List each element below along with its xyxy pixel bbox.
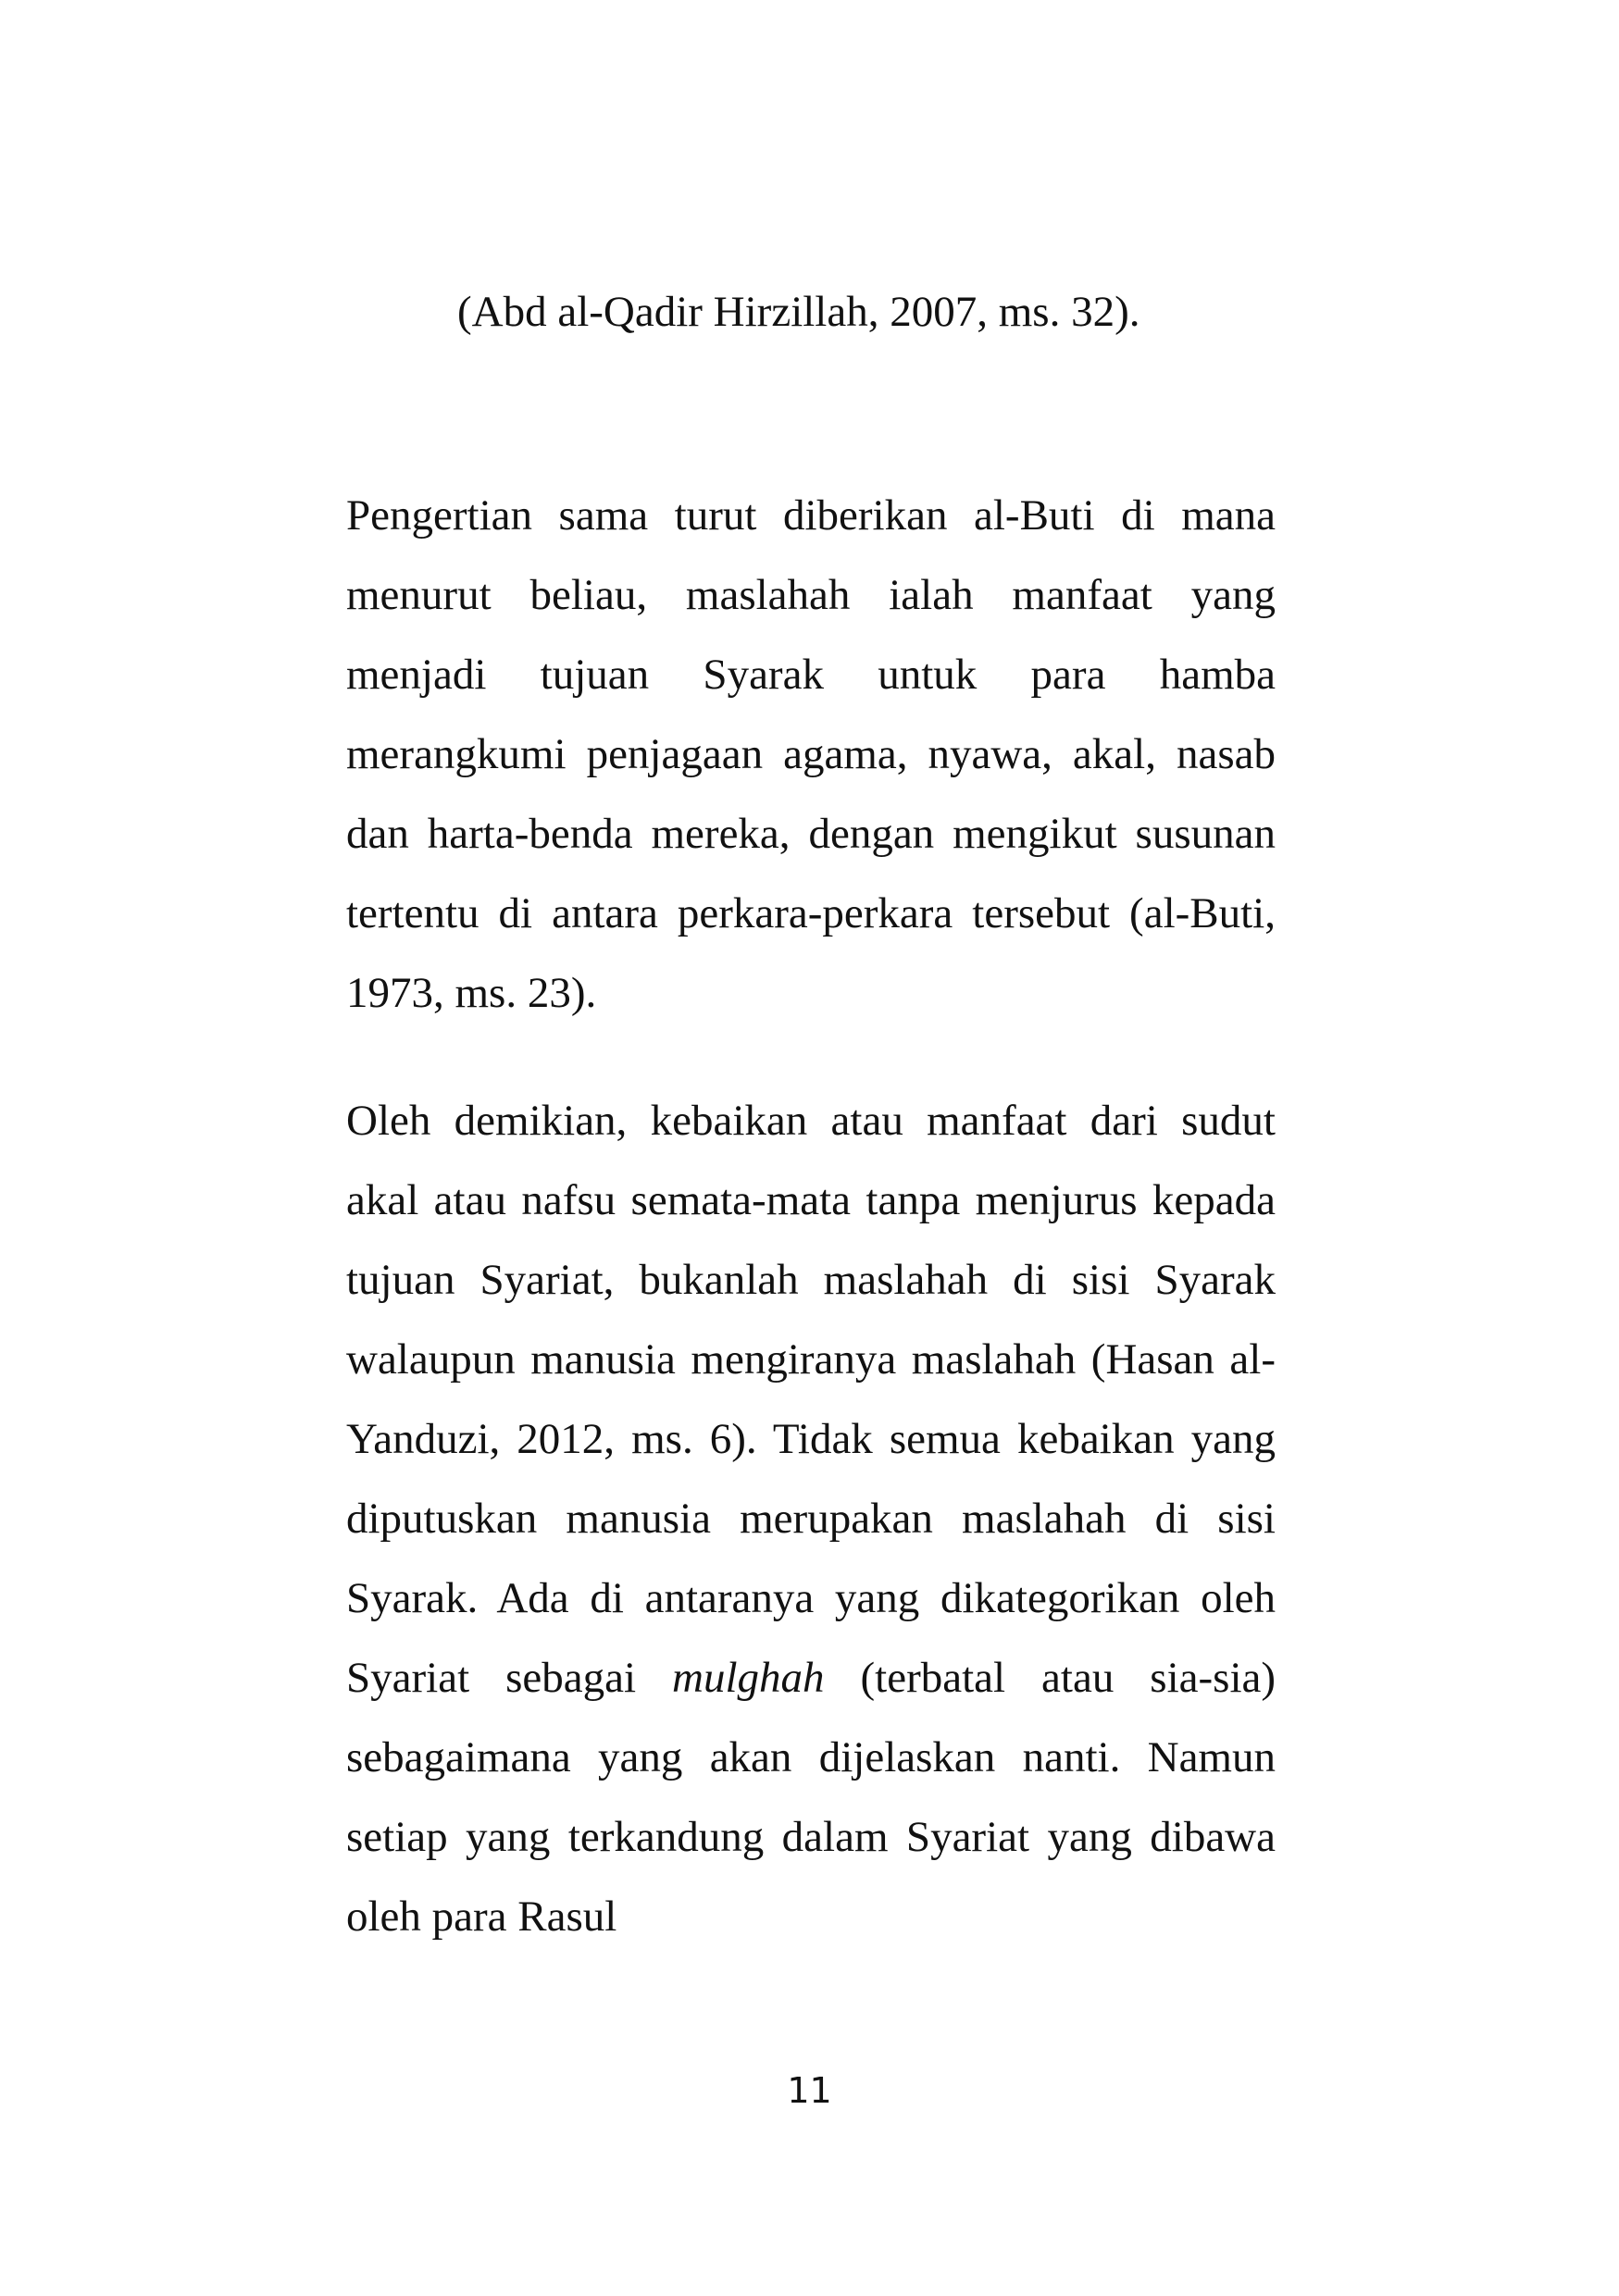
paragraph-2-part-2: (terbatal atau sia-sia) sebagaimana yang akan dijelaskan nanti. Namun setiap yang terkandung dalam Syariat yang dibawa oleh para Rasul — [346, 1654, 1277, 1941]
paragraph-maslahah-definition: Pengertian sama turut diberikan al-Buti di mana menurut beliau, maslahah ialah manfaat yang menjadi tujuan Syarak untuk para hamba merangkumi penjagaan agama, nyawa, akal, nasab dan harta-benda mereka, dengan mengikut susunan tertentu di antara perkara-perkara tersebut (al-Buti, 1973, ms. 23). — [346, 491, 1276, 1017]
italic-term-mulghah: mulghah — [672, 1654, 825, 1702]
quote-citation-continuation: (Abd al-Qadir Hirzillah, 2007, ms. 32). — [457, 288, 1140, 336]
paragraph-maslahah-syarak — [346, 1081, 1276, 1956]
page-number: 11 — [787, 2070, 832, 2111]
paragraph-2-part-1: Oleh demikian, kebaikan atau manfaat dari sudut akal atau nafsu semata-mata tanpa menjurus kepada tujuan Syariat, bukanlah maslahah di sisi Syarak walaupun manusia mengiranya maslahah (Hasan al-Yanduzi, 2012, ms. 6). Tidak semua kebaikan yang diputuskan manusia merupakan maslahah di sisi Syarak. Ada di antaranya yang dikategorikan oleh Syariat sebagai — [346, 1097, 1276, 1702]
